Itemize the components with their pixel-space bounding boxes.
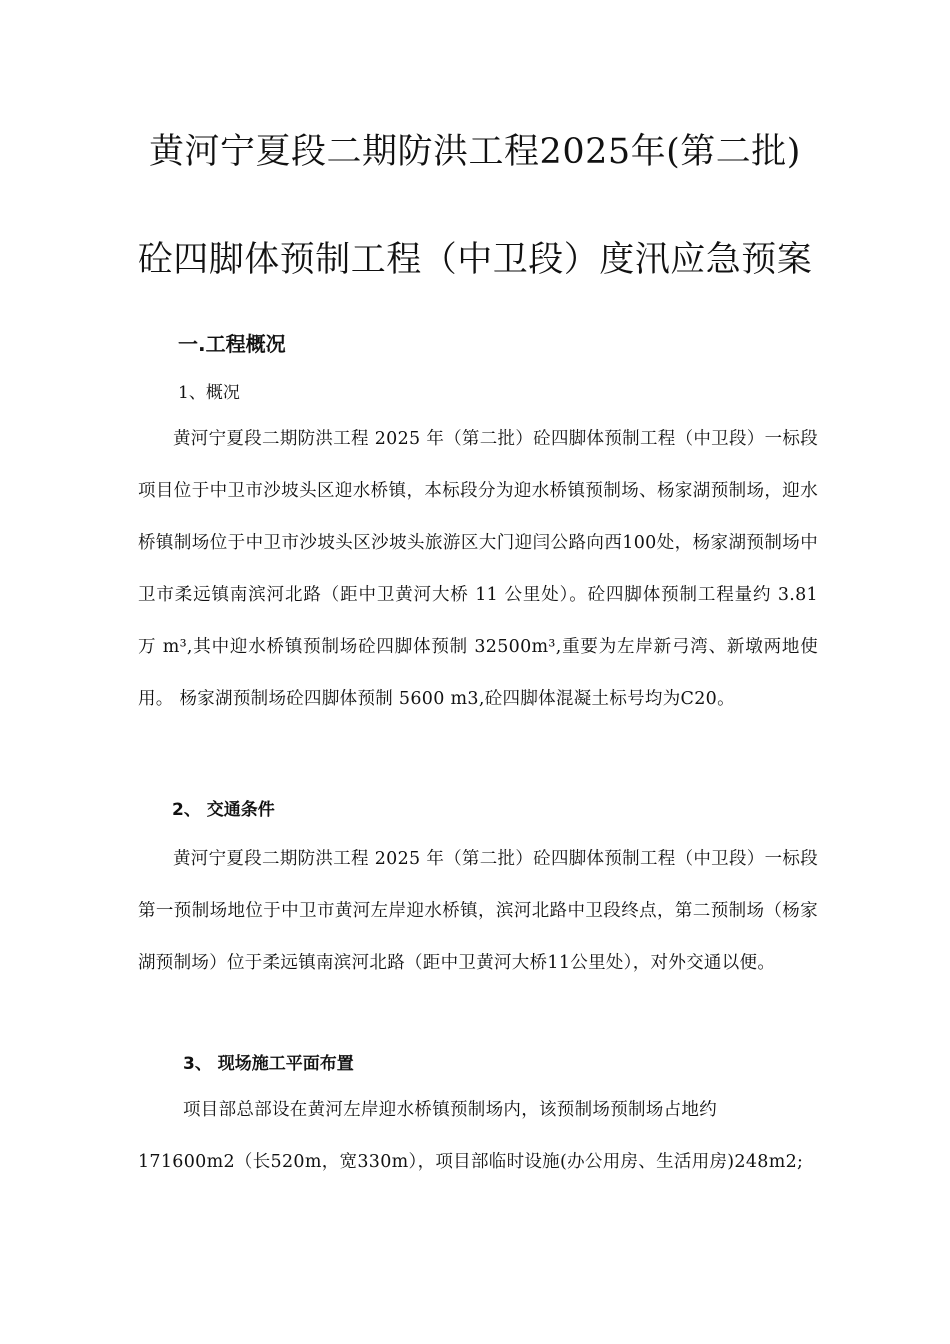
paragraph-overview: 黄河宁夏段二期防洪工程 2025 年（第二批）砼四脚体预制工程（中卫段）一标段项目位于中卫市沙坡头区迎水桥镇，本标段分为迎水桥镇预制场、杨家湖预制场，迎水桥镇制场位于中卫市沙坡头区沙坡头旅游区大门迎闫公路向西100处，杨家湖预制场中卫市柔远镇南滨河北路（距中卫黄河大桥 11 公里处）。砼四脚体预制工程量约 3.81 万 m³,其中迎水桥镇预制场砼四脚体预制 32500m³,重要为左岸新弓湾、新墩两地使用。 杨家湖预制场砼四脚体预制 5600 m3,砼四脚体混凝土标号均为C20。 — [138, 429, 818, 709]
paragraph-site-layout — [138, 1084, 818, 1188]
subsection-heading-site-layout: 3、 现场施工平面布置 — [183, 1054, 354, 1074]
subsection-heading-traffic: 2、 交通条件 — [172, 800, 275, 820]
paragraph-traffic: 黄河宁夏段二期防洪工程 2025 年（第二批）砼四脚体预制工程（中卫段）一标段第一预制场地位于中卫市黄河左岸迎水桥镇，滨河北路中卫段终点，第二预制场（杨家湖预制场）位于柔远镇南滨河北路（距中卫黄河大桥11公里处），对外交通以便。 — [138, 849, 818, 973]
document-title-line-1: 黄河宁夏段二期防洪工程2025年(第二批) — [149, 132, 801, 172]
paragraph-site-layout-line-2: 171600m2（长520m，宽330m），项目部临时设施(办公用房、生活用房)248m2; — [138, 1152, 804, 1172]
subsection-heading-overview: 1、概况 — [178, 383, 240, 403]
paragraph-site-layout-line-1: 项目部总部设在黄河左岸迎水桥镇预制场内，该预制场预制场占地约 — [183, 1100, 717, 1120]
document-title-line-2: 砼四脚体预制工程（中卫段）度汛应急预案 — [137, 240, 813, 280]
section-heading-overview: 一.工程概况 — [178, 332, 286, 356]
